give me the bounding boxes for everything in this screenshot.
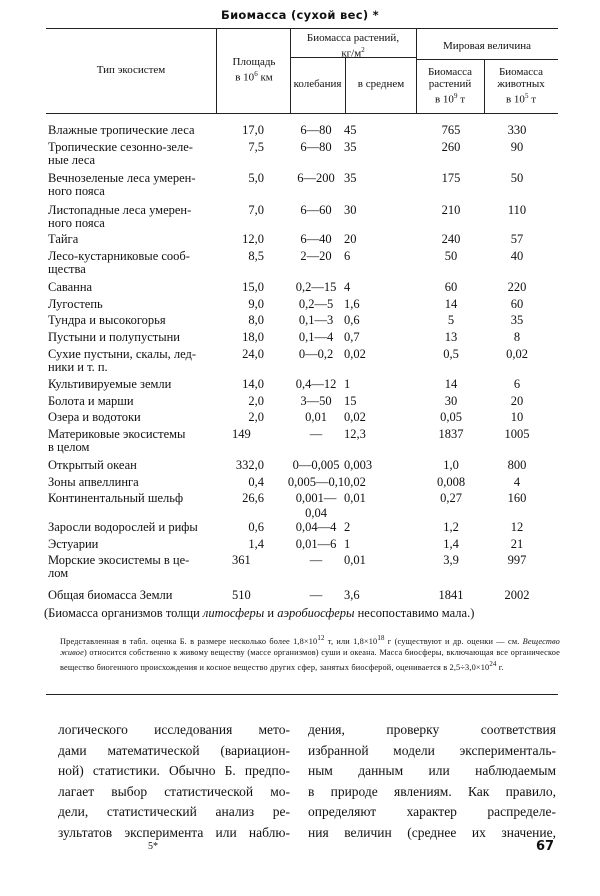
cell-world-animal: 800 (507, 458, 527, 472)
cell-range: — (309, 588, 323, 602)
cell-range: 0,001— (295, 491, 337, 505)
text-line: ния величин (среднее их значение, (308, 824, 556, 840)
cell-average: 35 (344, 171, 357, 185)
cell-world-animal: 40 (510, 249, 524, 263)
cell-ecosystem-type-cont: щества (48, 262, 86, 276)
table-title: Биомасса (сухой вес) * (221, 8, 379, 22)
cell-world-plant: 1837 (438, 427, 464, 441)
text-line: дами математической (вариацион- (58, 742, 290, 758)
cell-ecosystem-type-cont: ники и т. п. (48, 360, 108, 374)
cell-range: 0,1—3 (298, 313, 334, 327)
header-bottom-rule (46, 113, 558, 114)
cell-area: 2,0 (248, 394, 264, 408)
cell-world-plant: 210 (441, 203, 461, 217)
cell-ecosystem-type: Эстуарии (48, 537, 99, 551)
cell-average: 0,01 (344, 491, 366, 505)
cell-average: 1 (344, 377, 351, 391)
body-text-right-column (308, 720, 556, 843)
cell-range: 0,04—4 (295, 520, 337, 534)
cell-world-plant: 1,0 (443, 458, 459, 472)
cell-ecosystem-type: Общая биомасса Земли (48, 588, 173, 602)
cell-average: 20 (344, 232, 357, 246)
cell-world-plant: 14 (444, 297, 458, 311)
cell-ecosystem-type: Тропические сезонно-зеле- (48, 140, 193, 154)
cell-area: 15,0 (242, 280, 264, 294)
cell-range: 0—0,2 (298, 347, 334, 361)
cell-ecosystem-type: Зоны апвеллинга (48, 475, 139, 489)
header-avg: в среднем (357, 78, 405, 90)
cell-ecosystem-type-cont: ные леса (48, 153, 96, 167)
cell-world-plant: 14 (444, 377, 458, 391)
page-number: 67 (536, 839, 555, 854)
cell-area: 12,0 (242, 232, 264, 246)
cell-area: 18,0 (242, 330, 264, 344)
cell-range-cont: 0,04 (305, 506, 327, 520)
cell-area: 9,0 (248, 297, 264, 311)
cell-average: 0,02 (344, 475, 366, 489)
cell-ecosystem-type: Влажные тропические леса (48, 123, 195, 137)
cell-range: 6—40 (300, 232, 332, 246)
table-footnote: Представленная в табл. оценка Б. в размере несколько более $1,8\times 10^{12}$ т, или $1,8\times 10^{18}$ г (существуют и др. оценки — см. Вещество живое) относится собственно к живому веществу (массе организмов) суши и океана. Масса биосферы, включающая все органическое вещество биогенного происхождения и косное вещество других сфер, занятых биосферой, оценивается в $2,5\div 3,0\times 10^{24}$ г. (60, 635, 560, 672)
cell-world-animal: 12 (510, 520, 524, 534)
cell-average: 30 (344, 203, 357, 217)
cell-world-animal: 10 (510, 410, 524, 424)
cell-world-plant: 175 (441, 171, 461, 185)
cell-area: 1,4 (248, 537, 264, 551)
cell-area: 332,0 (235, 458, 264, 472)
cell-area: 17,0 (242, 123, 264, 137)
cell-average: 0,02 (344, 410, 366, 424)
cell-ecosystem-type: Озера и водотоки (48, 410, 141, 424)
cell-world-plant: 0,008 (436, 475, 466, 489)
cell-range: — (309, 553, 323, 567)
header-world: Мировая величина (443, 40, 531, 52)
cell-world-plant: 1,2 (443, 520, 459, 534)
cell-world-animal: 1005 (504, 427, 530, 441)
cell-range: 6—80 (300, 123, 332, 137)
cell-world-plant: 0,05 (440, 410, 462, 424)
cell-world-plant: 5 (447, 313, 455, 327)
cell-range: 0,2—5 (298, 297, 334, 311)
cell-area: 0,6 (248, 520, 264, 534)
cell-world-animal: 20 (510, 394, 524, 408)
cell-world-plant: 765 (441, 123, 461, 137)
cell-area: 14,0 (242, 377, 264, 391)
header-plant-biomass: Биомасса растений, $кг/м^2$ (306, 32, 400, 60)
cell-ecosystem-type-cont: лом (48, 566, 69, 580)
cell-range: 0—0,005 (292, 458, 340, 472)
cell-range: 0,4—12 (295, 377, 337, 391)
cell-world-animal: 21 (510, 537, 524, 551)
cell-ecosystem-type: Болота и марши (48, 394, 134, 408)
cell-average: 45 (344, 123, 357, 137)
cell-average: 1 (344, 537, 351, 551)
cell-ecosystem-type: Морские экосистемы в це- (48, 553, 190, 567)
cell-world-plant: 3,9 (443, 553, 459, 567)
text-line: в природе явлениям. Как правило, (308, 783, 556, 799)
cell-area: 0,4 (248, 475, 264, 489)
cell-world-plant: 50 (444, 249, 458, 263)
cell-world-animal: 110 (507, 203, 527, 217)
cell-world-animal: 160 (507, 491, 527, 505)
cell-world-animal: 60 (510, 297, 524, 311)
cell-range: 6—60 (300, 203, 332, 217)
text-line: ной) статистики. Обычно Б. предпо- (58, 763, 290, 778)
cell-average: 35 (344, 140, 357, 154)
text-line: лагает выбор статистической мо- (58, 783, 290, 799)
header-range: колебания (293, 78, 342, 90)
body-text-left-column (58, 720, 290, 843)
cell-ecosystem-type: Лесо-кустарниковые сооб- (48, 249, 190, 263)
cell-world-plant: 1841 (438, 588, 464, 602)
text-line: дели, статистический анализ ре- (58, 804, 290, 819)
cell-average: 2 (344, 520, 351, 534)
text-line: логического исследования мето- (58, 722, 290, 737)
cell-ecosystem-type: Вечнозеленые леса умерен- (48, 171, 196, 185)
cell-average: 1,6 (344, 297, 360, 311)
cell-area: 7,0 (248, 203, 264, 217)
cell-area: 7,5 (248, 140, 264, 154)
cell-range: 0,005—0,1 (287, 475, 345, 489)
cell-average: 15 (344, 394, 357, 408)
header-world-plant: Биомасса растений в $10^9$ т (427, 66, 473, 106)
cell-world-animal: 8 (513, 330, 521, 344)
cell-ecosystem-type: Пустыни и полупустыни (48, 330, 180, 344)
cell-average: 12,3 (344, 427, 366, 441)
cell-world-plant: 240 (441, 232, 461, 246)
cell-average: 0,003 (344, 458, 373, 472)
cell-world-animal: 35 (510, 313, 524, 327)
cell-area: 26,6 (242, 491, 264, 505)
cell-area: 24,0 (242, 347, 264, 361)
cell-ecosystem-type: Тундра и высокогорья (48, 313, 166, 327)
cell-area: 8,0 (248, 313, 264, 327)
cell-range: 0,01 (305, 410, 327, 424)
cell-range: — (309, 427, 323, 441)
cell-ecosystem-type-cont: ного пояса (48, 216, 105, 230)
cell-ecosystem-type: Листопадные леса умерен- (48, 203, 192, 217)
cell-world-plant: 13 (444, 330, 458, 344)
cell-area: 8,5 (248, 249, 264, 263)
table-bottom-rule (46, 694, 558, 695)
cell-world-plant: 260 (441, 140, 461, 154)
cell-ecosystem-type: Культивируемые земли (48, 377, 172, 391)
text-line: избранной модели эксперименталь- (308, 742, 556, 758)
cell-average: 0,7 (344, 330, 360, 344)
cell-ecosystem-type: Лугостепь (48, 297, 103, 311)
cell-area: 2,0 (248, 410, 264, 424)
header-type: Тип экосистем (96, 64, 166, 76)
cell-ecosystem-type: Тайга (48, 232, 79, 246)
cell-range: 0,1—4 (298, 330, 334, 344)
cell-world-plant: 0,5 (443, 347, 459, 361)
text-line: дения, проверку соответствия (308, 722, 556, 737)
cell-ecosystem-type: Саванна (48, 280, 93, 294)
text-line: зультатов эксперимента или наблю- (58, 824, 290, 840)
cell-average: 6 (344, 249, 351, 263)
cell-ecosystem-type: Материковые экосистемы (48, 427, 186, 441)
cell-world-plant: 0,27 (440, 491, 462, 505)
cell-world-animal: 220 (507, 280, 527, 294)
cell-range: 0,01—6 (295, 537, 337, 551)
cell-range: 2—20 (300, 249, 332, 263)
cell-world-animal: 6 (513, 377, 521, 391)
cell-average: 0,01 (344, 553, 366, 567)
cell-world-animal: 90 (510, 140, 524, 154)
header-sub-rule-world (416, 59, 558, 60)
header-world-animal: Биомасса животных в $10^5$ т (497, 66, 545, 106)
cell-area: 510 (232, 588, 251, 602)
cell-world-animal: 997 (507, 553, 527, 567)
text-line: определяют характер распределе- (308, 804, 556, 819)
signature-mark: 5* (148, 841, 158, 852)
cell-world-animal: 2002 (504, 588, 530, 602)
cell-area: 361 (232, 553, 251, 567)
cell-range: 6—80 (300, 140, 332, 154)
cell-ecosystem-type-cont: в целом (48, 440, 90, 454)
cell-world-animal: 0,02 (506, 347, 528, 361)
cell-world-animal: 4 (513, 475, 521, 489)
cell-world-animal: 50 (510, 171, 524, 185)
cell-ecosystem-type: Открытый океан (48, 458, 137, 472)
table-note: (Биомасса организмов толщи литосферы и аэробиосферы несопоставимо мала.) (44, 606, 475, 620)
text-line: ным данным или наблюдаемым (308, 763, 556, 778)
cell-ecosystem-type: Континентальный шельф (48, 491, 184, 505)
header-area: Площадь в $10^6$ км (232, 56, 276, 84)
cell-ecosystem-type: Заросли водорослей и рифы (48, 520, 198, 534)
cell-range: 6—200 (297, 171, 335, 185)
cell-range: 3—50 (300, 394, 332, 408)
cell-average: 4 (344, 280, 351, 294)
cell-world-plant: 1,4 (443, 537, 459, 551)
header-divider (216, 28, 217, 113)
cell-area: 149 (232, 427, 251, 441)
cell-average: 0,02 (344, 347, 366, 361)
cell-average: 3,6 (344, 588, 360, 602)
header-top-rule (46, 28, 558, 29)
cell-world-plant: 60 (444, 280, 458, 294)
cell-ecosystem-type: Сухие пустыни, скалы, лед- (48, 347, 196, 361)
cell-world-plant: 30 (444, 394, 458, 408)
cell-ecosystem-type-cont: ного пояса (48, 184, 105, 198)
cell-average: 0,6 (344, 313, 360, 327)
cell-area: 5,0 (248, 171, 264, 185)
cell-world-animal: 57 (510, 232, 524, 246)
cell-range: 0,2—15 (295, 280, 337, 294)
cell-world-animal: 330 (507, 123, 527, 137)
